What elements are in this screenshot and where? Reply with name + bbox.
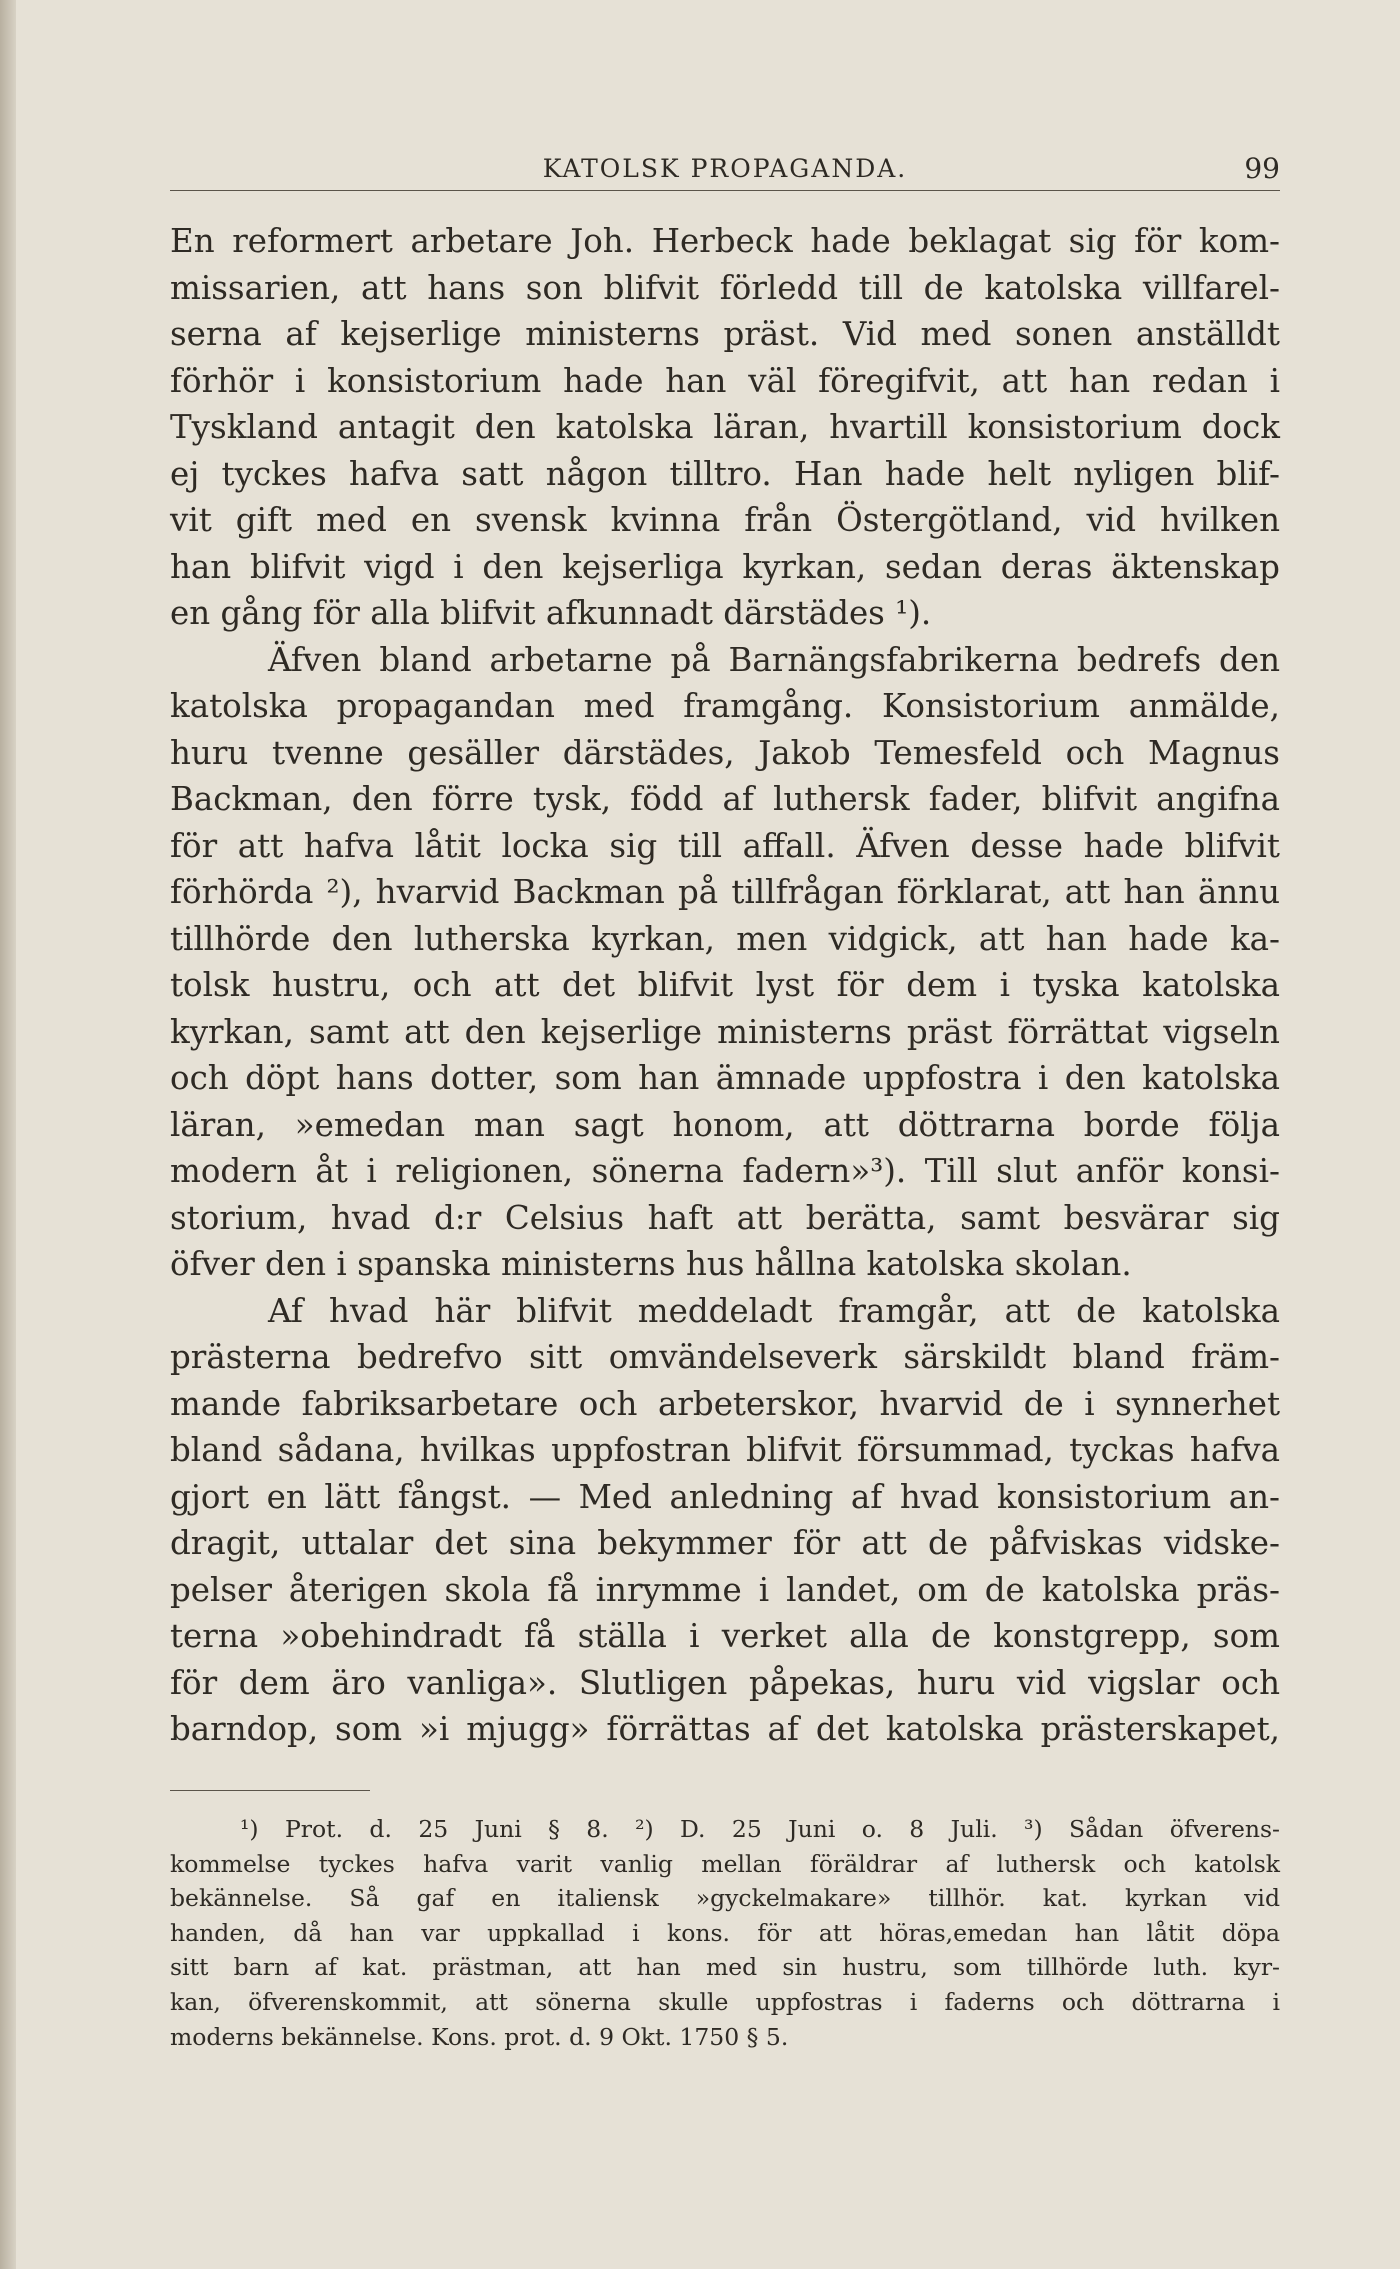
body-text <box>170 218 1280 1753</box>
page-header <box>170 150 1280 190</box>
text-line: tolsk hustru, och att det blifvit lyst för dem i tyska katolska <box>170 966 1280 1004</box>
text-line: bland sådana, hvilkas uppfostran blifvit försummad, tyckas hafva <box>170 1431 1280 1469</box>
page-number: 99 <box>1244 152 1280 185</box>
text-line: han blifvit vigd i den kejserliga kyrkan, sedan deras äktenskap <box>170 547 1280 586</box>
text-line: för dem äro vanliga». Slutligen påpekas, huru vid vigslar och <box>170 1663 1280 1702</box>
text-line: förhörda ²), hvarvid Backman på tillfrågan förklarat, att han ännu <box>170 873 1280 911</box>
text-line: för att hafva låtit locka sig till affall. Äfven desse hade blifvit <box>170 826 1280 865</box>
footnote-line: sitt barn af kat. prästman, att han med sin hustru, som tillhörde luth. kyr- <box>170 1953 1280 1982</box>
text-line: terna »obehindradt få ställa i verket alla de konstgrepp, som <box>170 1617 1280 1655</box>
footnote-line: kommelse tyckes hafva varit vanlig mellan föräldrar af luthersk och katolsk <box>170 1849 1280 1878</box>
text-line: Backman, den förre tysk, född af luthersk fader, blifvit angifna <box>170 780 1280 818</box>
footnotes <box>170 1812 1280 2054</box>
text-line: läran, »emedan man sagt honom, att döttrarna borde följa <box>170 1105 1280 1144</box>
text-line: mande fabriksarbetare och arbeterskor, hvarvid de i synnerhet <box>170 1384 1280 1423</box>
text-line: vit gift med en svensk kvinna från Östergötland, vid hvilken <box>170 501 1280 539</box>
footnote-line: kan, öfverenskommit, att sönerna skulle uppfostras i faderns och döttrarna i <box>170 1987 1280 2016</box>
text-line: pelser återigen skola få inrymme i landet, om de katolska präs- <box>170 1570 1280 1609</box>
text-line: storium, hvad d:r Celsius haft att berätta, samt besvärar sig <box>170 1198 1280 1237</box>
footnote-line: moderns bekännelse. Kons. prot. d. 9 Okt. 1750 § 5. <box>170 2022 789 2051</box>
text-line: Af hvad här blifvit meddeladt framgår, att de katolska <box>268 1291 1280 1330</box>
text-line: öfver den i spanska ministerns hus hållna katolska skolan. <box>170 1245 1132 1283</box>
text-line: dragit, uttalar det sina bekymmer för att de påfviskas vidske- <box>170 1524 1280 1562</box>
text-line: modern åt i religionen, sönerna fadern»³). Till slut anför konsi- <box>170 1152 1280 1190</box>
text-line: katolska propagandan med framgång. Konsistorium anmälde, <box>170 687 1280 725</box>
header-rule <box>170 190 1280 191</box>
text-line: kyrkan, samt att den kejserlige ministerns präst förrättat vigseln <box>170 1012 1280 1051</box>
footnote-line: ¹) Prot. d. 25 Juni § 8. ²) D. 25 Juni o. 8 Juli. ³) Sådan öfverens- <box>240 1815 1280 1843</box>
text-line: prästerna bedrefvo sitt omvändelseverk särskildt bland främ- <box>170 1338 1280 1376</box>
footnote-rule <box>170 1790 370 1791</box>
text-line: Tyskland antagit den katolska läran, hvartill konsistorium dock <box>170 408 1280 446</box>
text-line: huru tvenne gesäller därstädes, Jakob Temesfeld och Magnus <box>170 733 1280 772</box>
text-line: missarien, att hans son blifvit förledd till de katolska villfarel- <box>170 268 1280 307</box>
text-line: tillhörde den lutherska kyrkan, men vidgick, att han hade ka- <box>170 919 1280 958</box>
text-line: förhör i konsistorium hade han väl föregifvit, att han redan i <box>170 361 1280 400</box>
text-line: barndop, som »i mjugg» förrättas af det katolska prästerskapet, <box>170 1710 1280 1748</box>
text-line: En reformert arbetare Joh. Herbeck hade beklagat sig för kom- <box>170 222 1280 260</box>
footnote-line: bekännelse. Så gaf en italiensk »gyckelmakare» tillhör. kat. kyrkan vid <box>170 1884 1280 1913</box>
text-line: serna af kejserlige ministerns präst. Vid med sonen anställdt <box>170 315 1280 353</box>
running-title: KATOLSK PROPAGANDA. <box>542 154 908 183</box>
text-line: Äfven bland arbetarne på Barnängsfabrikerna bedrefs den <box>268 640 1280 679</box>
text-line: och döpt hans dotter, som han ämnade uppfostra i den katolska <box>170 1059 1280 1097</box>
text-line: en gång för alla blifvit afkunnadt därstädes ¹). <box>170 594 932 632</box>
text-line: gjort en lätt fångst. — Med anledning af hvad konsistorium an- <box>170 1477 1280 1516</box>
page-spine-shadow <box>0 0 16 2269</box>
footnote-line: handen, då han var uppkallad i kons. för att höras,emedan han låtit döpa <box>170 1918 1280 1947</box>
text-line: ej tyckes hafva satt någon tilltro. Han hade helt nyligen blif- <box>170 454 1280 493</box>
